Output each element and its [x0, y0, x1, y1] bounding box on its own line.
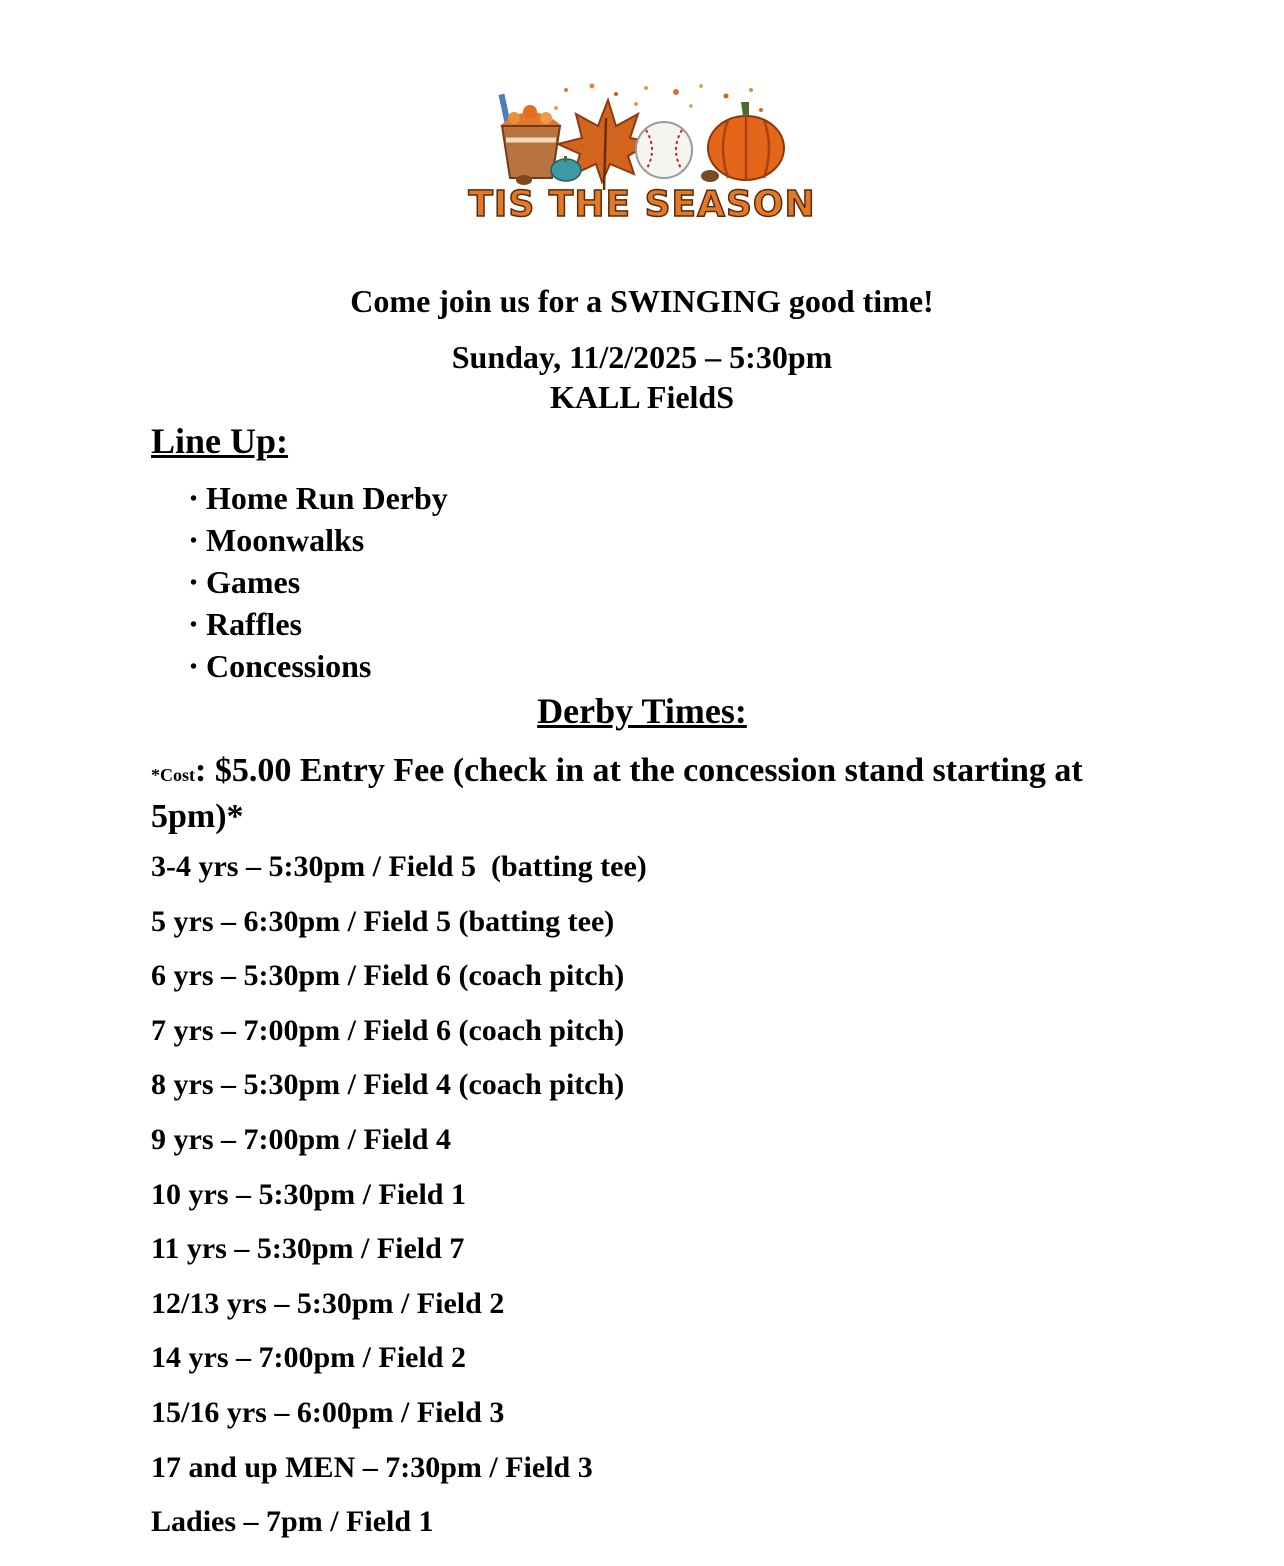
derby-time-row: 10 yrs – 5:30pm / Field 1 — [151, 1177, 466, 1211]
lineup-item — [190, 520, 448, 562]
derby-time-row: 15/16 yrs – 6:00pm / Field 3 — [151, 1395, 505, 1429]
derby-time-row: 5 yrs – 6:30pm / Field 5 (batting tee) — [151, 904, 615, 938]
lineup-item-label: Games — [206, 564, 301, 600]
pumpkin-icon — [708, 102, 784, 180]
derby-time-row: 3-4 yrs – 5:30pm / Field 5 (batting tee) — [151, 850, 647, 883]
leaf-splatter — [554, 84, 763, 113]
event-date: Sunday, 11/2/2025 – 5:30pm — [451, 339, 833, 375]
event-venue: KALL FieldS — [549, 379, 735, 415]
lineup-item — [190, 604, 448, 646]
logo-text: TIS THE SEASON — [468, 184, 816, 225]
derby-time-row: 6 yrs – 5:30pm / Field 6 (coach pitch) — [151, 959, 625, 993]
intro-text: Come join us for a SWINGING good time! — [350, 283, 934, 319]
derby-time-row: Ladies – 7pm / Field 1 — [151, 1505, 434, 1539]
derby-times-list — [151, 847, 647, 1557]
cost-label: *Cost — [151, 765, 195, 785]
lineup-item — [190, 478, 448, 520]
derby-time-row: 14 yrs – 7:00pm / Field 2 — [151, 1341, 466, 1375]
bullet-icon: • — [190, 572, 198, 594]
bullet-icon: • — [190, 488, 198, 510]
lineup-item-label: Concessions — [206, 648, 372, 684]
lineup-item — [190, 646, 448, 688]
lineup-item — [190, 562, 448, 604]
bullet-icon: • — [190, 656, 198, 678]
lineup-item-label: Raffles — [206, 606, 302, 642]
lineup-heading: Line Up: — [151, 421, 289, 461]
derby-time-row: 7 yrs – 7:00pm / Field 6 (coach pitch) — [151, 1013, 625, 1047]
derby-time-row: 11 yrs – 5:30pm / Field 7 — [151, 1232, 465, 1266]
derby-time-row: 8 yrs – 5:30pm / Field 4 (coach pitch) — [151, 1068, 625, 1102]
lineup-item-label: Home Run Derby — [206, 480, 448, 516]
derby-time-row: 17 and up MEN – 7:30pm / Field 3 — [151, 1450, 593, 1484]
bullet-icon: • — [190, 614, 198, 636]
bullet-icon: • — [190, 530, 198, 552]
cost-note — [151, 750, 1141, 838]
cost-text: : $5.00 Entry Fee (check in at the concession stand starting at 5pm)* — [151, 752, 1083, 835]
derby-heading — [0, 690, 1284, 732]
derby-heading-text: Derby Times: — [537, 691, 747, 731]
lineup-item-label: Moonwalks — [206, 522, 365, 558]
baseball-icon — [636, 122, 692, 178]
derby-time-row: 9 yrs – 7:00pm / Field 4 — [151, 1122, 451, 1156]
derby-time-row: 12/13 yrs – 5:30pm / Field 2 — [151, 1286, 505, 1320]
lineup-list — [190, 478, 448, 688]
tis-the-season-logo — [468, 78, 816, 225]
